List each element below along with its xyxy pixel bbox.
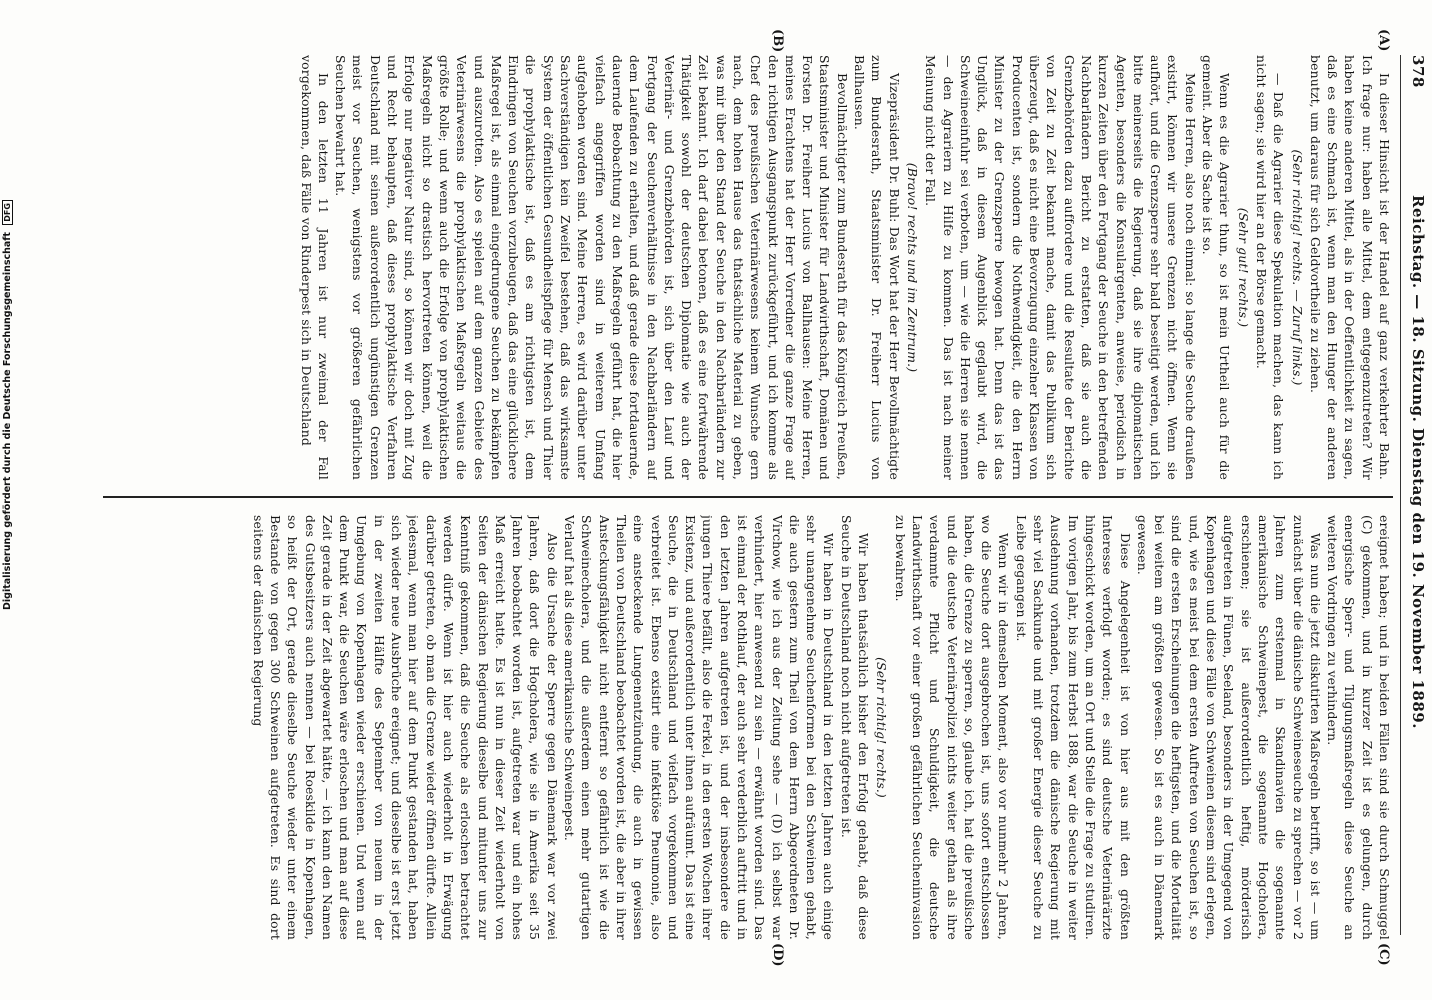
column-divider — [103, 496, 1393, 498]
interjection: (Sehr gut! rechts.) — [1235, 207, 1251, 328]
paragraph: Was nun die jetzt diskutirten Maßregeln betrifft, so ist — um zunächst über die dänische Schweineseuche zu sprechen — vor 2 Jahren zum erstenmal in Skandinavien die sogenannte amerikanische Schweinepest, die sogenannte Hogcholera, erschienen; sie ist außerordentlich heftig, mörderisch aufgetreten in Fünen, Seeland, besonders in der Umgegend von Kopenhagen und diese Fälle von Schweinen diesem sind erlegen, und, wie es meist bei dem ersten Auftreten von Seuchen ist, so sind die ersten Erscheinungen die heftigsten, und die Mortalität bei weitem am größten gewesen. So ist es auch in Dänemark gewesen. — [1134, 515, 1323, 940]
right-text-column — [103, 515, 1393, 940]
paragraph: Diese Angelegenheit ist von hier aus mit den größten Interesse verfolgt worden; es sind deutsche Veterinärärzte hingeschickt worden, um an Ort und Stelle die Frage zu studiren. Im vorigen Jahr, bis zum Herbst 1888, war die Seuche in weiter Ausdehnung vorhanden, trotzdem die dänische Regierung mit sehr viel Sachkunde und mit großer Energie dieser Seuche zu Leibe gegangen ist. — [1013, 515, 1133, 940]
paragraph: Wir haben in Deutschland in den letzten Jahren auch einige sehr unangenehme Seuchenformen bei den Schweinen gehabt, die auch gestern zum Theil von dem Herrn Abgeordneten Dr. Virchow, wie ich aus der Zeitung sehe — (D) ich selbst war verhindert, hier anwesend zu sein — erwähnt worden sind. Das ist einmal der Rothlauf, der auch sehr verderblich auftritt und in den letzten Jahren aufgetreten ist, und der insbesondere die jungen Thiere befällt, also die Ferkel, in den ersten Wochen ihrer Existenz, und außerordentlich unter ihnen aufräumt. Das ist eine Seuche, die in Deutschland und vielfach vorgekommen und verbreitet ist. Ebenso existirt eine infektiöse Pneumonie, also eine ansteckende Lungenentzündung, die auch in gewissen Theilen von Deutschland beobachtet worden ist, die aber in ihrer Ansteckungsfähigkeit nicht entfernt so gefährlich ist wie die Schweinecholera, und die außerdem einen mehr gutartigen Verlauf hat als diese amerikanische Schweinepest. — [562, 515, 837, 940]
header-rule — [1400, 55, 1401, 935]
page-header — [1403, 55, 1427, 935]
margin-marker-b: (B) — [770, 29, 785, 53]
paragraph: Wir haben thatsächlich bisher den Erfolg gehabt, daß diese Seuche in Deutschland noch nicht aufgetreten ist. — [838, 515, 872, 940]
page-number: 378 — [1409, 55, 1427, 88]
margin-marker-c: (C) — [1376, 943, 1391, 966]
paragraph: Wenn wir in demselben Moment, also vor nunmehr 2 Jahren, wo die Seuche dort ausgebrochen ist, uns sofort entschlossen haben, die Grenze zu sperren, so, glaube ich, hat die preußische und die deutsche Veterinärpolizei nichts weiter gethan als ihre verdammte Pflicht und Schuldigkeit, die deutsche Landwirthschaft vor einer großen gefährlichen Seucheninvasion zu bewahren. — [892, 515, 1012, 940]
paragraph: ereignet haben; und in beiden Fällen sind sie durch Schmuggel (C) gekommen, und in kurzer Zeit ist es gelungen, durch energische Sperr- und Tilgungsmaßregeln diese Seuche an weiteren Vordringen zu verhindern. — [1325, 515, 1392, 940]
left-text-column — [103, 55, 1393, 480]
dfg-logo: DFG — [2, 200, 13, 225]
interjection: (Bravo! rechts und im Zentrum.) — [904, 162, 920, 373]
paragraph: Wenn es die Agrarier thun, so ist mein Urtheil auch für die gemeint. Aber die Sache ist so. — [1200, 55, 1233, 480]
paragraph: Meine Herren, also noch einmal: so lange die Seuche draußen existirt, können wir unsere Grenzen nicht öffnen. Wenn sie aufhört, und die Grenzsperre sehr bald beseitigt werden, und ich bitte meinerseits die Regierung, daß sie ihre diplomatischen Agenten, besonders die Konsulargenten, anweise, periodisch in kurzen Zeiten über den Fortgang der Seuche in den betreffenden Nachbarländern Bericht zu erstatten, daß sie auch die Grenzbehörden dazu auffordere und die Resultate der Berichte von Zeit zu Zeit bekannt mache, damit das Publikum sich überzeugt, daß es nicht eine Bevorzugung einzelner Klassen von Producenten ist, sondern die Nothwendigkeit, die den Herrn Minister zu der Grenzsperre bewogen hat. Denn das ist das Unglück, daß in diesem Augenblick geglaubt wird, die Schweineeinfuhr sei verboten, um — wie die Herren sie nennen — den Agrariern zu Hilfe zu kommen. Das ist nach meiner Meinung nicht der Fall. — [923, 55, 1198, 480]
paragraph: Also die Ursache der Sperre gegen Dänemark war vor zwei Jahren, daß dort die Hogcholera, wie sie in Amerika seit 35 Jahren beobachtet worden ist, aufgetreten war und ein hohes Maß erreicht hatte. Es ist nun in dieser Zeit wiederholt von Seiten der dänischen Regierung dieselbe und mitunter uns zur Kenntniß gekommen, daß die Seuche als erloschen betrachtet werden dürfe. Wenn ist hier auch wiederholt in Erwägung darüber getreten, ob man die Grenze wieder öffnen dürfte. Allein jedesmal, wenn man hier auf dem Punkt gestanden hat, haben sich wieder neue Ausbrüche ereignet; und dieselbe ist erst jetzt in der zweiten Hälfte des September von neuem in der Umgebung von Kopenhagen wieder erschienen. Und wenn auf dem Punkt war, die Seuchen wäre erloschen und man auf diese Zeit gerade in der Zeit abgewartet hätte, — ich kann den Namen des Gutsbesitzers auch nennen — bei Roeskilde in Kopenhagen, so heißt der Ort, gerade dieselbe Seuche wieder unter einem Bestande von gegen 300 Schweinen aufgetreten. Es sind dort seitens der dänischen Regierung — [250, 515, 560, 940]
interjection: (Sehr richtig! rechts.) — [874, 657, 890, 798]
paragraph: — Daß die Agrarier diese Spekulation machen, das kann ich nicht sagen; sie wird hier an der Börse gemacht. — [1253, 55, 1287, 480]
digitization-credit — [2, 203, 18, 610]
margin-marker-d: (D) — [770, 943, 785, 967]
paragraph: In dieser Hinsicht ist der Handel auf ganz verkehrter Bahn. Ich frage nur: haben alle Mittel, dem entgegenzutreten? Wir haben keine anderen Mittel, als in der Oeffentlichkeit zu sagen, daß es eine Schmach ist, wenn man den Hunger der anderen benutzt, um daraus für sich Geldvortheile zu ziehen. — [1307, 55, 1392, 480]
paragraph: Bevollmächtigter zum Bundesrath für das Königreich Preußen, Staatsminister und Minister für Landwirthschaft, Domänen und Forsten Dr. Freiherr Lucius von Ballhausen: Meine Herren, meines Erachtens hat der Herr Vorredner die ganze Frage auf den richtigen Ausgangspunkt zurückgeführt, und ich komme als Chef des preußischen Veterinärwesens keinem Wunsche gern nach, dem hohen Hause das thatsächliche Material zu geben, was mir über den Stand der Seuche in den Nachbarländern zur Zeit bekannt. Ich darf dabei betonen, daß es eine fortwährende Thätigkeit sowohl der deutschen Diplomatie wie auch der Veterinär- und Grenzbehörden ist, sich über den Lauf und Fortgang der Seuchenverhältnisse in den Nachbarländern auf dem Laufenden zu erhalten, und daß gerade diese fortdauernde, dauernde Beobachtung zu den Maßregeln geführt hat, die hier vielfach angegriffen worden sind in weiterem Umfang aufgehoben worden sind. Meine Herren, es wird darüber unter Sachverständigen kein Zweifel bestehen, daß das wirksamste System der öffentlichen Gesundheitspflege für Mensch und Thier die prophylaktische ist, daß es am richtigsten ist, dem Eindringen von Seuchen vorzubeugen, daß das eine glücklichere Maßregel ist, als einmal eingedrungene Seuchen zu bekämpfen und auszurotten. Also es spielen auf dem ganzen Gebiete des Veterinärwesens die prophylaktischen Maßregeln weitaus die größte Rolle; und wenn auch die Erfolge von prophylaktischen Maßregeln nicht so drastisch hervortreten können, weil die Erfolge nur negativer Natur sind, so können wir doch mit Zug und Recht behaupten, daß dieses prophylaktische Verfahren Deutschland mit seinen außerordentlich ungünstigen Grenzen meist vor Seuchen, wenigstens vor größeren gefährlichen Seuchen bewahrt hat. — [333, 55, 850, 480]
credit-text: Digitalisierung gefördert durch die Deutsche Forschungsgemeinschaft — [2, 232, 13, 610]
running-title: Reichstag. — 18. Sitzung. Dienstag den 19. November 1889. — [1409, 195, 1427, 729]
rotated-print-page — [65, 15, 1432, 975]
interjection: (Sehr richtig! rechts. — Zuruf links.) — [1289, 149, 1305, 386]
paragraph: In den letzten 11 Jahren ist nur zweimal der Fall vorgekommen, daß Fälle von Rinderpest sich in Deutschland — [298, 55, 331, 480]
margin-marker-a: (A) — [1376, 29, 1391, 52]
paragraph: Vizepräsident Dr. Buhl: Das Wort hat der Herr Bevollmächtigte zum Bundesrath, Staatsminister Dr. Freiherr Lucius von Ballhausen. — [852, 55, 902, 480]
